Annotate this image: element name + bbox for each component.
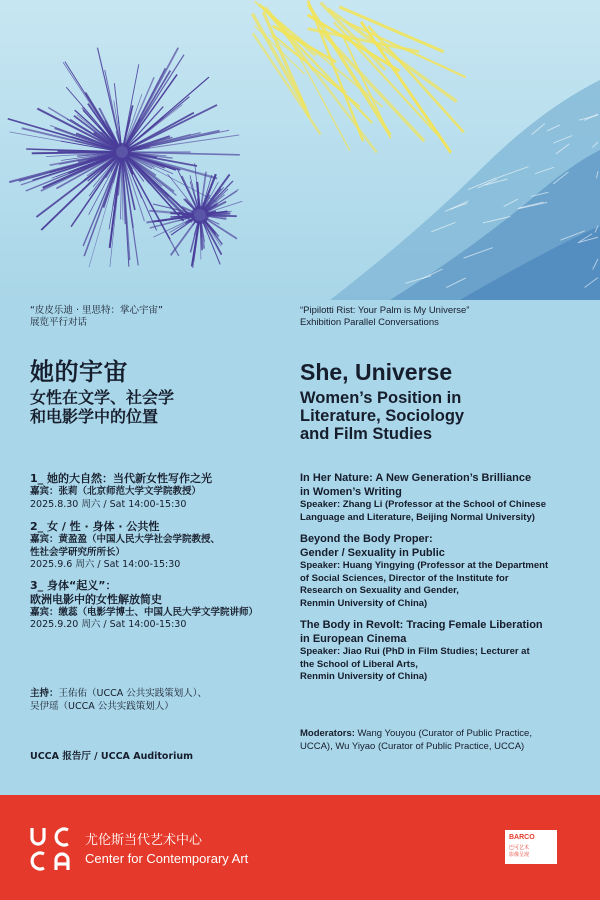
exhibition-title-en: “Pipilotti Rist: Your Palm is My Universe” bbox=[300, 305, 470, 316]
moderators-line2-cn: 吴伊瑶（UCCA 公共实践策划人） bbox=[30, 700, 174, 712]
session-title-cn: 3_ 身体“起义”： bbox=[30, 578, 117, 592]
session-speaker-en: the School of Liberal Arts, bbox=[300, 658, 418, 670]
session-item-en bbox=[300, 619, 575, 684]
session-title-en: Gender / Sexuality in Public bbox=[300, 546, 445, 559]
session-speaker-en: Language and Literature, Beijing Normal University) bbox=[300, 511, 535, 523]
session-speaker-cn: 性社会学研究所所长） bbox=[30, 546, 126, 558]
session-title-cn: 欧洲电影中的女性解放简史 bbox=[30, 592, 162, 606]
sponsor-logo bbox=[505, 830, 557, 864]
sponsor-text-cn1: 巴可艺术 bbox=[509, 845, 530, 851]
title-block-cn bbox=[30, 358, 292, 426]
session-time-cn: 2025.8.30 周六 / Sat 14:00-15:30 bbox=[30, 498, 187, 510]
moderators-line1-en: Wang Youyou (Curator of Public Practice, bbox=[354, 728, 532, 739]
subtitle-en-line3: and Film Studies bbox=[300, 425, 433, 443]
session-speaker-cn: 嘉宾：黄盈盈（中国人民大学社会学院教授、 bbox=[30, 534, 221, 545]
session-title-en: In Her Nature: A New Generation’s Brilliance bbox=[300, 472, 532, 484]
org-name-cn: 尤伦斯当代艺术中心 bbox=[85, 833, 203, 848]
moderators-en bbox=[300, 728, 575, 753]
title-block-en bbox=[300, 358, 575, 443]
session-speaker-cn: 嘉宾：张莉（北京师范大学文学院教授） bbox=[30, 486, 202, 497]
org-name-en: Center for Contemporary Art bbox=[85, 851, 249, 866]
session-title-cn: 2_ 女 / 性 · 身体 · 公共性 bbox=[30, 520, 160, 533]
session-speaker-en: Renmin University of China) bbox=[300, 597, 428, 609]
moderators-line1-cn: 王佑佑（UCCA 公共实践策划人）、 bbox=[58, 688, 208, 699]
moderators-line2-en: UCCA), Wu Yiyao (Curator of Public Practice, UCCA) bbox=[300, 740, 525, 752]
ucca-logo-icon bbox=[28, 825, 76, 873]
moderators-cn bbox=[30, 688, 292, 713]
exhibition-subtitle-cn: 展览平行对话 bbox=[30, 317, 88, 328]
session-title-en: Beyond the Body Proper: bbox=[300, 533, 433, 545]
sessions-list-en bbox=[300, 472, 575, 693]
session-speaker-en: Speaker: Zhang Li (Professor at the School of Chinese bbox=[300, 499, 546, 510]
page-title-en: She, Universe bbox=[300, 359, 453, 385]
session-title-en: in European Cinema bbox=[300, 632, 407, 645]
session-speaker-cn: 嘉宾：缴蕊（电影学博士、中国人民大学文学院讲师） bbox=[30, 606, 259, 618]
session-item-en bbox=[300, 533, 575, 610]
subtitle-en-line2: Literature, Sociology bbox=[300, 407, 465, 425]
session-time-cn: 2025.9.6 周六 / Sat 14:00-15:30 bbox=[30, 559, 181, 570]
venue: UCCA 报告厅 / UCCA Auditorium bbox=[30, 751, 194, 762]
session-title-en: in Women’s Writing bbox=[300, 485, 402, 498]
sessions-list-cn bbox=[30, 472, 292, 641]
moderators-label-cn: 主持： bbox=[30, 688, 59, 699]
session-speaker-en: Research on Sexuality and Gender, bbox=[300, 585, 459, 596]
sponsor-logo-text: BARCO bbox=[509, 834, 535, 841]
exhibition-subtitle-en: Exhibition Parallel Conversations bbox=[300, 317, 439, 328]
session-time-cn: 2025.9.20 周六 / Sat 14:00-15:30 bbox=[30, 619, 187, 630]
exhibition-info-cn bbox=[30, 305, 292, 329]
session-speaker-en: Renmin University of China) bbox=[300, 671, 428, 682]
exhibition-title-cn: “皮皮乐迪 · 里思特：掌心宇宙” bbox=[30, 305, 163, 316]
subtitle-en-line1: Women’s Position in bbox=[300, 389, 462, 407]
session-item-cn bbox=[30, 520, 292, 572]
exhibition-info-en bbox=[300, 305, 575, 329]
subtitle-cn-line1: 女性在文学、社会学 bbox=[30, 388, 175, 407]
session-speaker-en: Speaker: Huang Yingying (Professor at the Department bbox=[300, 560, 549, 571]
session-item-en bbox=[300, 472, 575, 524]
session-title-en: The Body in Revolt: Tracing Female Liberation bbox=[300, 619, 543, 631]
page-title-cn: 她的宇宙 bbox=[30, 358, 128, 386]
moderators-label-en: Moderators: bbox=[300, 728, 355, 739]
artwork-illustration bbox=[0, 0, 600, 300]
session-item-cn bbox=[30, 579, 292, 632]
session-speaker-en: Speaker: Jiao Rui (PhD in Film Studies; Lecturer at bbox=[300, 646, 530, 657]
session-speaker-en: of Social Sciences, Director of the Institute for bbox=[300, 572, 509, 584]
sponsor-text-cn2: 影像呈现 bbox=[509, 852, 530, 858]
session-title-cn: 1_ 她的大自然：当代新女性写作之光 bbox=[30, 472, 212, 485]
subtitle-cn-line2: 和电影学中的位置 bbox=[30, 407, 159, 426]
session-item-cn bbox=[30, 472, 292, 511]
